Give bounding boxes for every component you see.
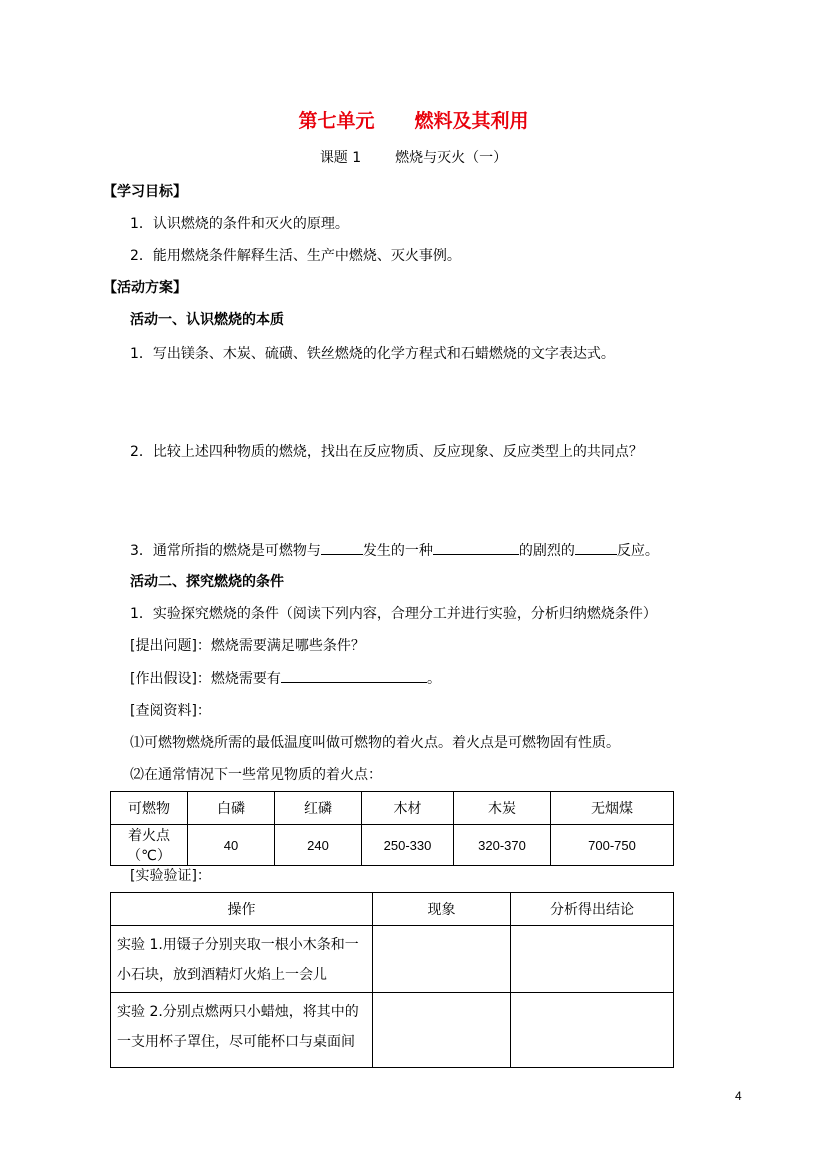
table-header-row — [111, 893, 674, 926]
conclusion-cell[interactable] — [511, 993, 674, 1068]
table-row — [111, 825, 674, 866]
activity1-question-3: 3．通常所指的燃烧是可燃物与 发生的一种 的剧烈的 反应。 — [130, 540, 659, 561]
table-header-row — [111, 792, 674, 825]
table-cell: 320-370 — [454, 825, 551, 866]
table-header-cell: 木材 — [362, 792, 454, 825]
table-header-cell: 木炭 — [454, 792, 551, 825]
page-title — [0, 108, 827, 134]
table-row-label: 着火点（℃） — [111, 825, 188, 866]
objective-item-1: 1．认识燃烧的条件和灭火的原理。 — [130, 216, 349, 232]
table-header-cell: 可燃物 — [111, 792, 188, 825]
lesson-subtitle — [0, 148, 827, 168]
activity1-heading: 活动一、认识燃烧的本质 — [130, 312, 284, 328]
table-header-cell: 白磷 — [188, 792, 275, 825]
raise-question: [提出问题]：燃烧需要满足哪些条件？ — [130, 638, 365, 654]
table-cell: 240 — [275, 825, 362, 866]
activity2-question-1: 1．实验探究燃烧的条件（阅读下列内容，合理分工并进行实验，分析归纳燃烧条件） — [130, 606, 657, 622]
verify-label: [实验验证]： — [130, 868, 211, 884]
activity1-question-2: 2．比较上述四种物质的燃烧，找出在反应物质、反应现象、反应类型上的共同点？ — [130, 444, 643, 460]
conclusion-cell[interactable] — [511, 926, 674, 993]
table-header-cell: 红磷 — [275, 792, 362, 825]
lesson-number: 课题 1 — [319, 150, 362, 166]
objective-item-2: 2．能用燃烧条件解释生活、生产中燃烧、灭火事例。 — [130, 248, 461, 264]
experiment-operation: 实验 1.用镊子分别夹取一根小木条和一小石块，放到酒精灯火焰上一会儿 — [111, 926, 373, 993]
lesson-title: 燃烧与灭火（一） — [395, 150, 508, 166]
table-header-cell: 现象 — [373, 893, 511, 926]
observation-cell[interactable] — [373, 926, 511, 993]
unit-title: 第七单元 — [298, 110, 375, 132]
unit-topic: 燃料及其利用 — [414, 110, 529, 132]
experiment-operation: 实验 2.分别点燃两只小蜡烛，将其中的一支用杯子罩住，尽可能杯口与桌面间 — [111, 993, 373, 1068]
table-cell: 40 — [188, 825, 275, 866]
plan-heading: 【活动方案】 — [103, 280, 187, 296]
answer-blank-3[interactable] — [575, 540, 617, 555]
activity1-question-1: 1．写出镁条、木炭、硫磺、铁丝燃烧的化学方程式和石蜡燃烧的文字表达式。 — [130, 346, 615, 362]
reference-note-2: ⑵在通常情况下一些常见物质的着火点： — [130, 767, 382, 783]
ignition-point-table — [110, 791, 674, 866]
table-row — [111, 993, 674, 1068]
page-number: 4 — [735, 1089, 742, 1103]
objectives-heading: 【学习目标】 — [103, 184, 187, 200]
table-row — [111, 926, 674, 993]
answer-blank-1[interactable] — [321, 540, 363, 555]
table-cell: 700-750 — [551, 825, 674, 866]
hypothesis: [作出假设]：燃烧需要有 。 — [130, 668, 441, 689]
table-header-cell: 无烟煤 — [551, 792, 674, 825]
observation-cell[interactable] — [373, 993, 511, 1068]
reference-note-1: ⑴可燃物燃烧所需的最低温度叫做可燃物的着火点。着火点是可燃物固有性质。 — [130, 735, 620, 751]
lookup-label: [查阅资料]： — [130, 703, 211, 719]
activity2-heading: 活动二、探究燃烧的条件 — [130, 574, 284, 590]
answer-blank-2[interactable] — [433, 540, 519, 555]
table-header-cell: 操作 — [111, 893, 373, 926]
experiment-table — [110, 892, 674, 1068]
table-header-cell: 分析得出结论 — [511, 893, 674, 926]
table-cell: 250-330 — [362, 825, 454, 866]
hypothesis-blank[interactable] — [281, 668, 427, 683]
